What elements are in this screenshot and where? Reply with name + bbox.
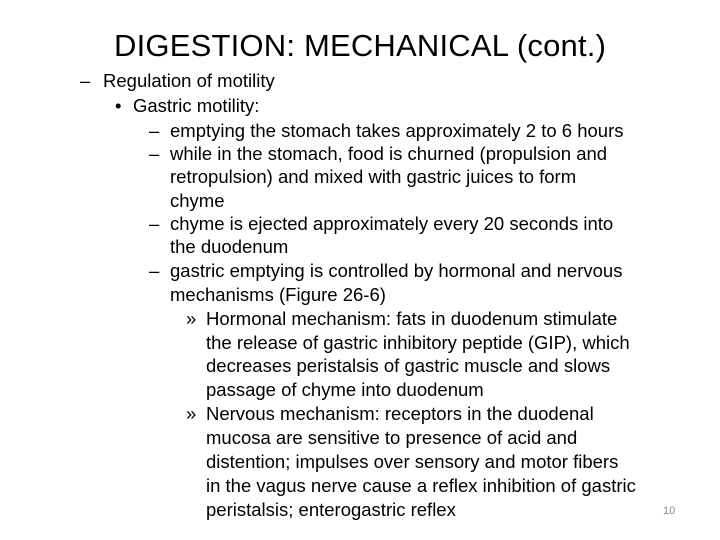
bullet-level4-line: decreases peristalsis of gastric muscle and slows	[206, 355, 611, 376]
bullet-level4-line: Nervous mechanism: receptors in the duodenal	[206, 403, 594, 424]
bullet-level3-line: chyme	[170, 190, 225, 211]
bullet-level4-line: in the vagus nerve cause a reflex inhibition of gastric	[206, 475, 636, 496]
slide-title: DIGESTION: MECHANICAL (cont.)	[114, 28, 607, 63]
dash-marker: –	[149, 260, 160, 281]
bullet-level1: Regulation of motility	[103, 70, 275, 91]
chevron-marker: »	[186, 308, 197, 329]
bullet-level4-line: distention; impulses over sensory and motor fibers	[206, 451, 619, 472]
bullet-level3-line: mechanisms (Figure 26-6)	[170, 284, 386, 305]
bullet-level3-line: chyme is ejected approximately every 20 seconds into	[170, 213, 614, 234]
bullet-level4-line: Hormonal mechanism: fats in duodenum stimulate	[206, 308, 618, 329]
page-number: 10	[663, 505, 676, 517]
dash-marker: –	[149, 213, 160, 234]
dash-marker: –	[80, 70, 91, 91]
bullet-level3-line: the duodenum	[170, 236, 289, 257]
bullet-level3-line: gastric emptying is controlled by hormonal and nervous	[170, 260, 623, 281]
bullet-level3-line: while in the stomach, food is churned (propulsion and	[170, 143, 608, 164]
bullet-marker: •	[115, 95, 122, 116]
bullet-level3-line: retropulsion) and mixed with gastric juices to form	[170, 166, 577, 187]
bullet-level4-line: mucosa are sensitive to presence of acid and	[206, 427, 578, 448]
chevron-marker: »	[186, 403, 197, 424]
bullet-level3-line: emptying the stomach takes approximately 2 to 6 hours	[170, 120, 624, 141]
bullet-level4-line: peristalsis; enterogastric reflex	[206, 499, 456, 520]
bullet-level4-line: passage of chyme into duodenum	[206, 379, 484, 400]
bullet-level4-line: the release of gastric inhibitory peptide (GIP), which	[206, 332, 630, 353]
dash-marker: –	[149, 143, 160, 164]
bullet-level2: Gastric motility:	[133, 95, 260, 116]
dash-marker: –	[149, 120, 160, 141]
